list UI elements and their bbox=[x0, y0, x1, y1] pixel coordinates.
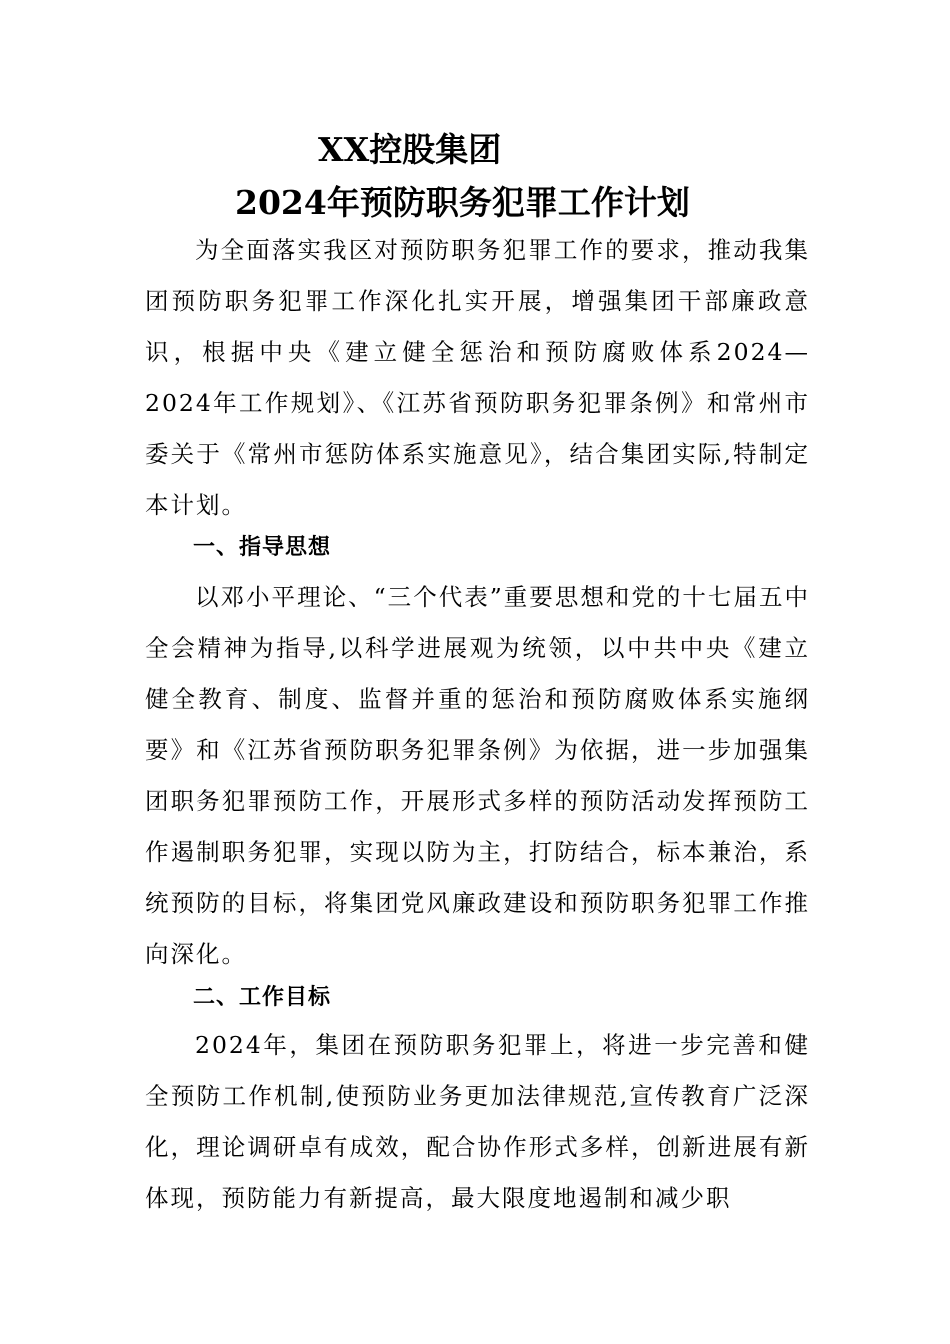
work-goals-paragraph: 2024年，集团在预防职务犯罪上，将进一步完善和健全预防工作机制,使预防业务更加法律规范,宣传教育广泛深化，理论调研卓有成效，配合协作形式多样，创新进展有新体现，预防能力有新提高，最大限度地遏制和减少职 bbox=[145, 1031, 810, 1212]
document-title-company: XX控股集团 bbox=[318, 130, 502, 169]
section-heading-guiding-ideology: 一、指导思想 bbox=[193, 535, 332, 560]
document-title-plan: 2024年预防职务犯罪工作计划 bbox=[235, 183, 690, 222]
section-heading-work-goals: 二、工作目标 bbox=[193, 985, 332, 1010]
intro-paragraph: 为全面落实我区对预防职务犯罪工作的要求，推动我集团预防职务犯罪工作深化扎实开展，增强集团干部廉政意识，根据中央《建立健全惩治和预防腐败体系2024—2024年工作规划》、《江苏省预防职务犯罪条例》和常州市委关于《常州市惩防体系实施意见》，结合集团实际,特制定本计划。 bbox=[145, 236, 810, 519]
guiding-ideology-paragraph: 以邓小平理论、“三个代表”重要思想和党的十七届五中全会精神为指导,以科学进展观为统领，以中共中央《建立健全教育、制度、监督并重的惩治和预防腐败体系实施纲要》和《江苏省预防职务犯罪条例》为依据，进一步加强集团职务犯罪预防工作，开展形式多样的预防活动发挥预防工作遏制职务犯罪，实现以防为主，打防结合，标本兼治，系统预防的目标，将集团党风廉政建设和预防职务犯罪工作推向深化。 bbox=[145, 583, 810, 968]
